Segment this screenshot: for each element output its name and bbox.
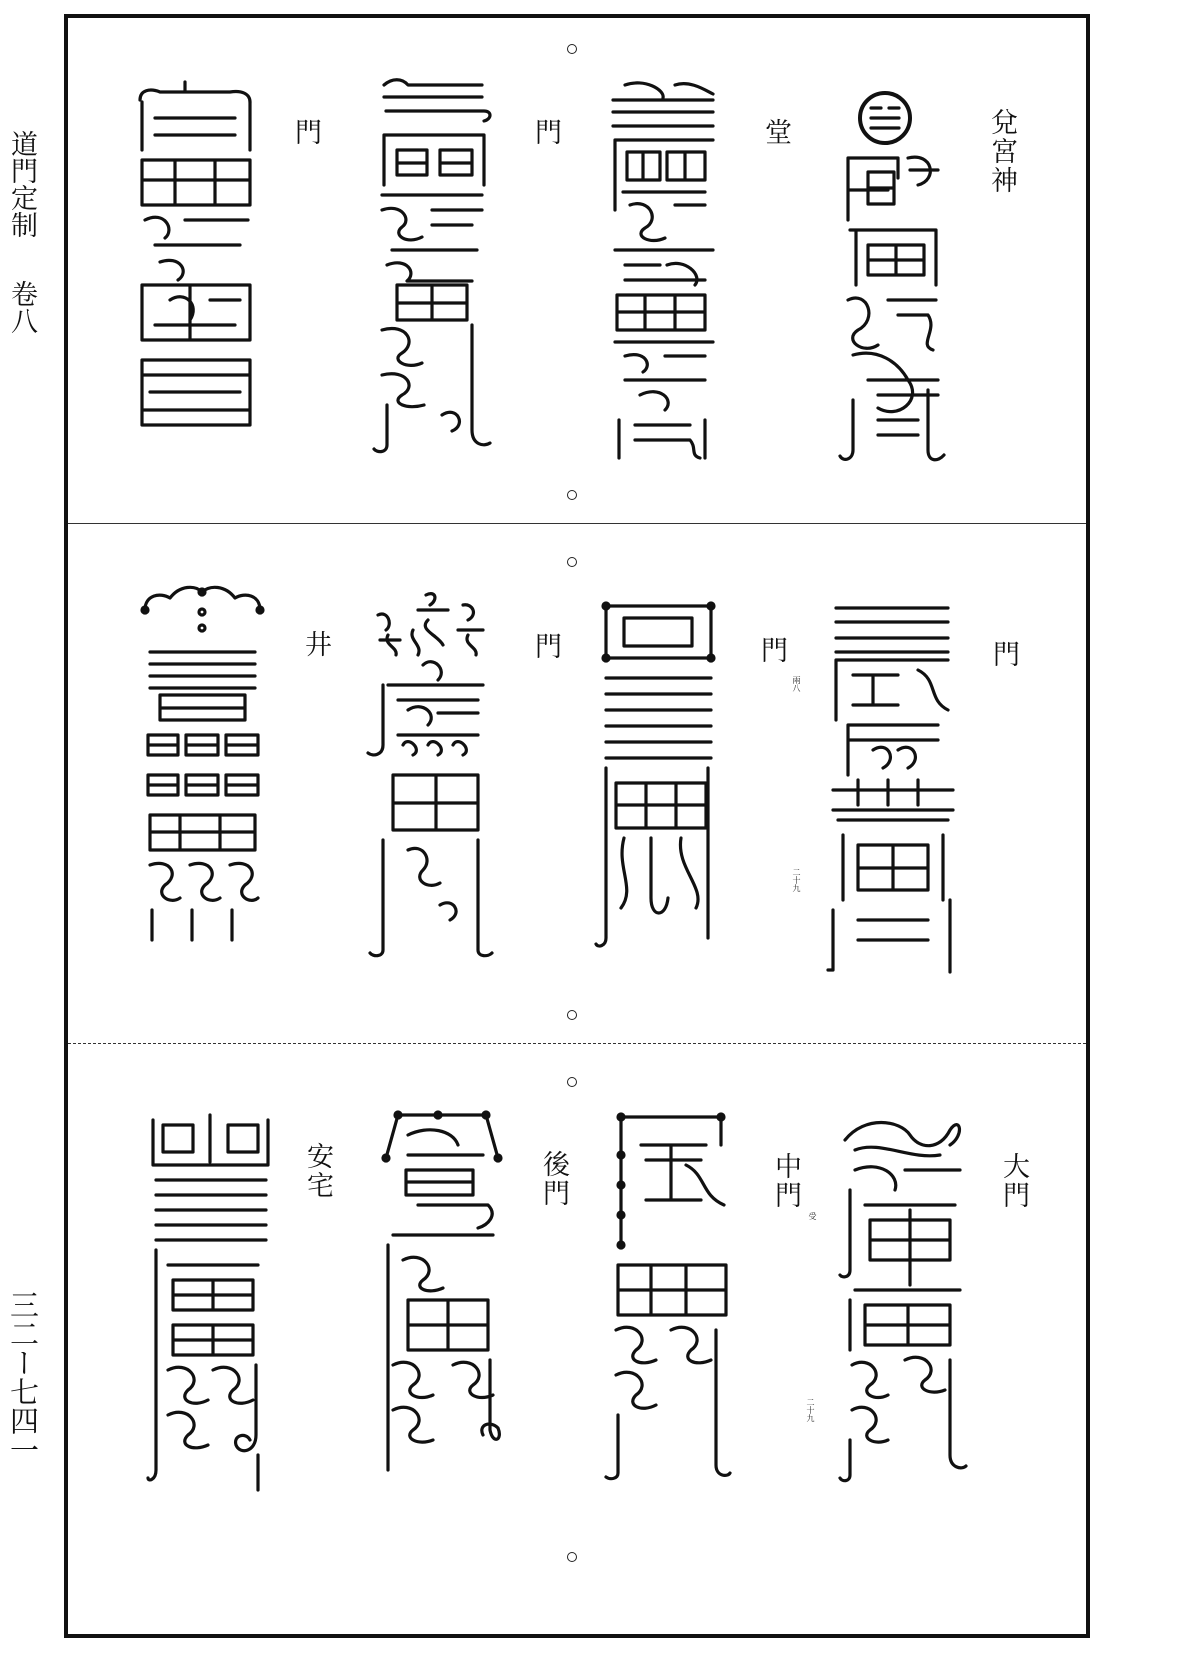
- ring-icon: [567, 1010, 577, 1020]
- page-number: 三二ー七四一: [6, 1290, 40, 1464]
- label-back-gate: 後門: [538, 1150, 569, 1208]
- note-twenty-nine-2: 二十九: [806, 1398, 815, 1422]
- talisman-back-gate: [378, 1110, 508, 1485]
- label-gate-3: 門: [988, 640, 1019, 669]
- talisman-middle-gate: [606, 1105, 731, 1485]
- note-shou: 受: [808, 1212, 817, 1220]
- label-hall: 堂: [760, 118, 791, 147]
- panel-divider-1: [68, 523, 1086, 524]
- label-dui-palace-god: 兌宮神: [986, 108, 1017, 195]
- ring-icon: [567, 1077, 577, 1087]
- ring-icon: [567, 557, 577, 567]
- talisman-gate-1: [372, 75, 494, 455]
- book-title: 道門定制: [6, 130, 37, 238]
- talisman-gate-4: [596, 598, 721, 958]
- ring-icon: [567, 44, 577, 54]
- label-gate-1: 門: [530, 118, 561, 147]
- label-main-gate: 大門: [998, 1152, 1029, 1210]
- label-well: 井: [300, 630, 331, 659]
- ring-icon: [567, 1552, 577, 1562]
- panel-divider-2: [68, 1043, 1086, 1044]
- talisman-dui-palace: [838, 150, 948, 465]
- label-gate-2: 門: [290, 118, 321, 147]
- label-middle-gate: 中門: [770, 1152, 801, 1210]
- trigram-dui-seal-icon: [857, 90, 913, 146]
- talisman-main-gate: [840, 1110, 970, 1490]
- label-gate-5: 門: [530, 632, 561, 661]
- label-house-peace: 安宅: [302, 1142, 333, 1200]
- note-liang-ba: 兩八: [792, 676, 801, 692]
- talisman-house-peace: [148, 1110, 273, 1495]
- label-gate-4: 門: [756, 636, 787, 665]
- ring-icon: [567, 490, 577, 500]
- talisman-gate-2: [130, 80, 260, 445]
- talisman-hall: [605, 80, 720, 465]
- volume-label: 卷八: [6, 280, 37, 334]
- note-twenty-nine-1: 二十九: [792, 868, 801, 892]
- talisman-well: [140, 580, 265, 945]
- talisman-gate-3: [828, 600, 958, 980]
- talisman-gate-5: [368, 585, 498, 960]
